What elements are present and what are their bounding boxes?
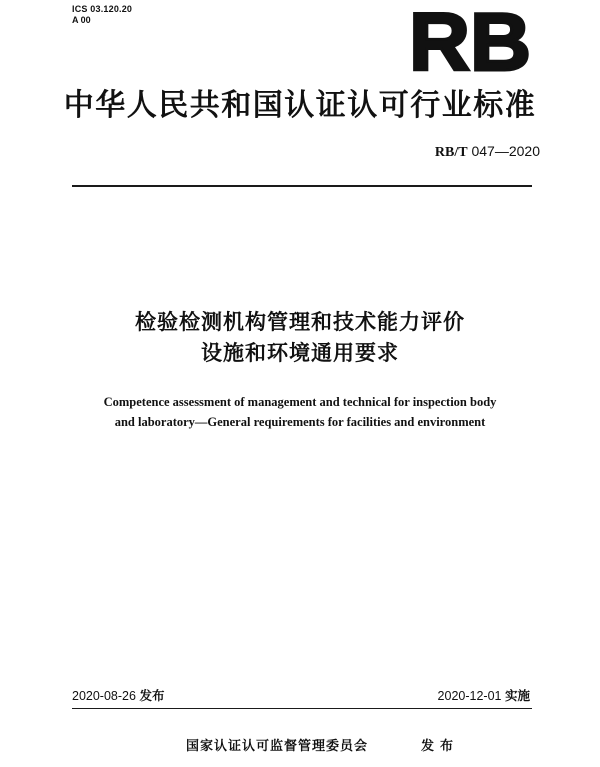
standard-number-prefix: RB/T	[434, 145, 468, 160]
implement-label: 实施	[504, 688, 530, 703]
header-divider	[72, 185, 532, 187]
standard-number-value: 047—2020	[471, 143, 540, 159]
chinese-title-line-2: 设施和环境通用要求	[201, 341, 399, 365]
ics-code: ICS 03.120.20	[72, 4, 133, 14]
english-title-line-1: Competence assessment of management and technical for inspection body	[103, 395, 497, 409]
rb-logo	[406, 8, 534, 78]
english-title-line-2: and laboratory—General requirements for facilities and environment	[114, 415, 486, 429]
ccs-code: A 00	[72, 15, 91, 25]
organization-title: 中华人民共和国认证认可行业标准	[63, 88, 537, 123]
implement-date	[438, 688, 530, 704]
svg-text:RB: RB	[409, 8, 531, 78]
publish-date-value: 2020-08-26	[72, 689, 136, 703]
issuing-authority: 国家认证认可监督管理委员会	[186, 739, 369, 754]
standard-number	[435, 142, 540, 162]
footer-divider	[72, 708, 532, 709]
publish-date	[72, 688, 164, 704]
publish-label: 发布	[139, 688, 165, 703]
chinese-title-line-1: 检验检测机构管理和技术能力评价	[135, 310, 465, 334]
implement-date-value: 2020-12-01	[437, 689, 502, 703]
issue-label: 发布	[421, 739, 460, 754]
